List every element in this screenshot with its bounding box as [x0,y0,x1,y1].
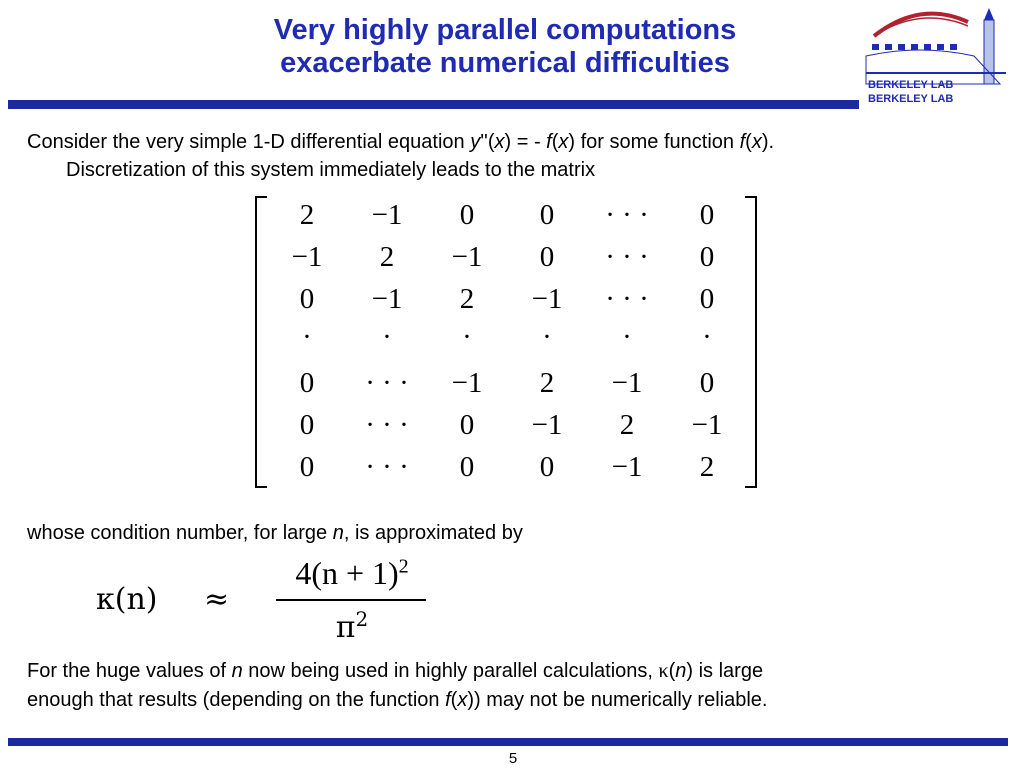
matrix-cell: · · · [605,283,649,315]
matrix-cell: 0 [539,451,555,483]
condition-number-line [27,520,523,546]
matrix-cell: 0 [699,283,715,315]
matrix-cell: · [462,321,472,353]
text-run: )) may not be numerically reliable. [467,689,768,711]
title-divider [8,100,859,109]
var-f: f [445,689,451,711]
condition-number-formula [96,555,456,645]
slide-title [180,14,830,80]
var-x: x [558,131,569,153]
title-line-2: exacerbate numerical difficulties [280,47,730,79]
matrix-cell: 0 [299,451,315,483]
matrix-cell: 0 [459,199,475,231]
fraction-bar [276,599,426,601]
text-run: enough that results (depending on the function [27,689,446,711]
text-run: ( [745,131,752,153]
equation-paragraph [27,129,774,155]
matrix-cell: −1 [611,367,643,399]
text-run: ) = - [504,131,547,153]
logo-text-1: BERKELEY LAB [868,79,954,91]
var-x: x [494,131,505,153]
matrix-cell: 0 [699,199,715,231]
text-run: ( [668,660,676,682]
numerator-base: 4(n + 1) [295,555,399,591]
matrix-cell: 2 [459,283,475,315]
left-bracket [255,196,267,488]
text-run: ) for some function [568,131,740,153]
logo-text-2: BERKELEY LAB [868,93,954,105]
footer-divider [8,738,1008,746]
var-n: n [332,522,344,544]
matrix-cell: 2 [699,451,715,483]
page-number: 5 [508,750,518,767]
matrix-cell: · [702,321,712,353]
formula-numerator [274,555,430,592]
matrix-cell: 0 [299,283,315,315]
matrix-cell: −1 [451,241,483,273]
text-run: Consider the very simple 1-D differential equation [27,131,471,153]
text-run: now being used in highly parallel calculations, [242,660,659,682]
matrix-cell: 2 [299,199,315,231]
text-run: whose condition number, for large [27,522,333,544]
matrix-cell: −1 [371,283,403,315]
conclusion-line-2 [27,687,767,713]
matrix-cell: −1 [451,367,483,399]
approx-symbol: ≈ [204,582,230,617]
matrix-cell: 0 [299,409,315,441]
matrix-cell: 2 [379,241,395,273]
formula-denominator [274,607,430,645]
conclusion-line-1 [27,658,763,684]
denominator-exponent: 2 [355,607,369,631]
kappa-symbol: κ [658,660,669,682]
var-x: x [457,689,468,711]
numerator-exponent: 2 [398,555,409,578]
text-run: ( [551,131,559,153]
matrix-cell: 0 [459,409,475,441]
matrix-cell: · · · [365,367,409,399]
matrix-cell: · · · [605,241,649,273]
var-f: f [739,131,746,153]
discretization-line: Discretization of this system immediately leads to the matrix [66,159,596,181]
title-line-1: Very highly parallel computations [273,14,737,46]
matrix-cell: 2 [619,409,635,441]
tridiagonal-matrix [250,196,762,490]
matrix-cell: −1 [371,199,403,231]
var-x: x [751,131,762,153]
matrix-cell: · · · [365,451,409,483]
text-run: For the huge values of [27,660,232,682]
matrix-cell: 2 [539,367,555,399]
matrix-cell: 0 [539,241,555,273]
matrix-cell: −1 [531,409,563,441]
matrix-cell: −1 [691,409,723,441]
var-y: y [470,131,481,153]
matrix-cell: · [302,321,312,353]
text-run: ( [450,689,458,711]
text-run: , is approximated by [343,522,523,544]
matrix-cell: −1 [531,283,563,315]
matrix-cell: −1 [291,241,323,273]
matrix-cell: 0 [539,199,555,231]
formula-lhs: κ(n) [96,582,158,617]
matrix-cell: · · · [605,199,649,231]
var-n: n [231,660,243,682]
matrix-cell: 0 [699,241,715,273]
text-run: ) is large [686,660,764,682]
matrix-cell: · · · [365,409,409,441]
matrix-cell: 0 [459,451,475,483]
text-run: ''( [480,131,495,153]
berkeley-lab-logo [860,4,1010,108]
matrix-cell: · [542,321,552,353]
matrix-cell: 0 [299,367,315,399]
text-run: ). [761,131,775,153]
matrix-cell: −1 [611,451,643,483]
var-n: n [675,660,687,682]
var-f: f [546,131,552,153]
denominator-base: π [335,610,356,645]
matrix-cell: 0 [699,367,715,399]
matrix-cell: · [382,321,392,353]
matrix-cell: · [622,321,632,353]
